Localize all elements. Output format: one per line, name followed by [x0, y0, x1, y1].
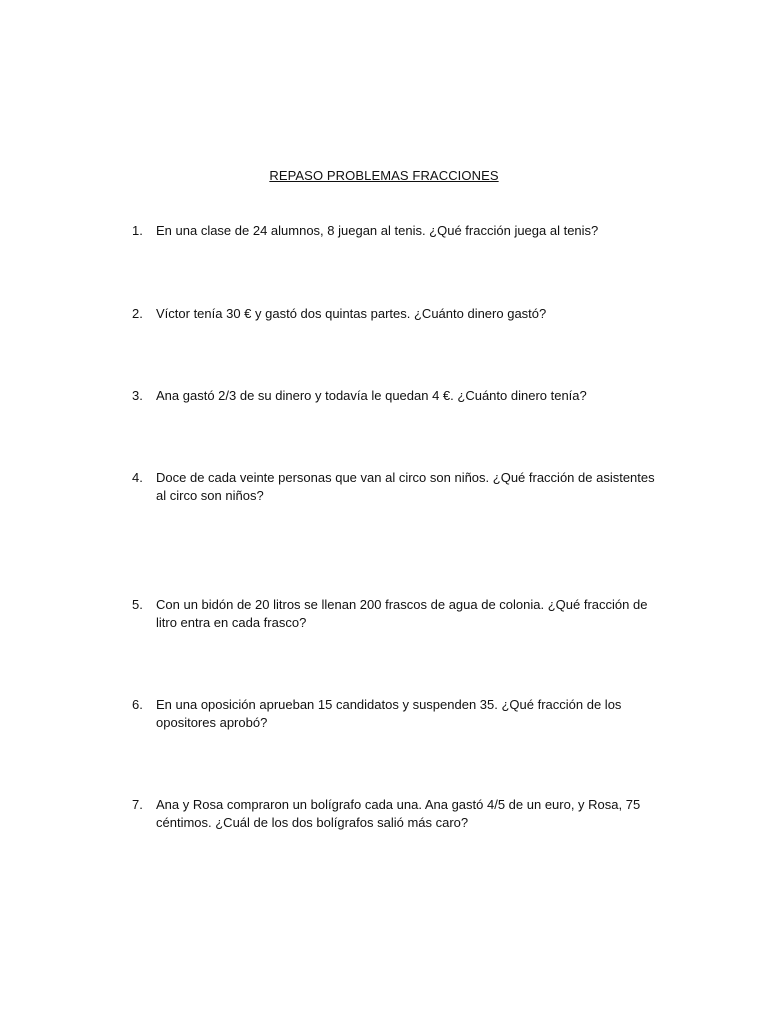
problem-text: Víctor tenía 30 € y gastó dos quintas partes. ¿Cuánto dinero gastó?	[156, 306, 547, 321]
problem-item	[132, 469, 662, 505]
problem-number: 1.	[132, 223, 143, 238]
problem-number: 3.	[132, 388, 143, 403]
problem-text: Ana gastó 2/3 de su dinero y todavía le quedan 4 €. ¿Cuánto dinero tenía?	[156, 388, 587, 403]
problem-item	[132, 305, 662, 323]
problem-number: 6.	[132, 697, 143, 712]
problem-number: 5.	[132, 597, 143, 612]
problem-number: 2.	[132, 306, 143, 321]
problem-item	[132, 387, 662, 405]
problem-item	[132, 222, 662, 240]
problem-text: Ana y Rosa compraron un bolígrafo cada una. Ana gastó 4/5 de un euro, y Rosa, 75 céntimos. ¿Cuál de los dos bolígrafos salió más caro?	[156, 797, 641, 830]
document-title: REPASO PROBLEMAS FRACCIONES	[269, 168, 499, 183]
problem-text: Doce de cada veinte personas que van al circo son niños. ¿Qué fracción de asistentes al circo son niños?	[156, 470, 655, 503]
problem-item	[132, 796, 662, 832]
problem-item	[132, 596, 662, 632]
problem-item	[132, 696, 662, 732]
problem-text: En una clase de 24 alumnos, 8 juegan al tenis. ¿Qué fracción juega al tenis?	[156, 223, 599, 238]
problem-text: Con un bidón de 20 litros se llenan 200 frascos de agua de colonia. ¿Qué fracción de litro entra en cada frasco?	[156, 597, 648, 630]
problem-text: En una oposición aprueban 15 candidatos y suspenden 35. ¿Qué fracción de los opositores aprobó?	[156, 697, 622, 730]
problem-number: 7.	[132, 797, 143, 812]
problem-number: 4.	[132, 470, 143, 485]
